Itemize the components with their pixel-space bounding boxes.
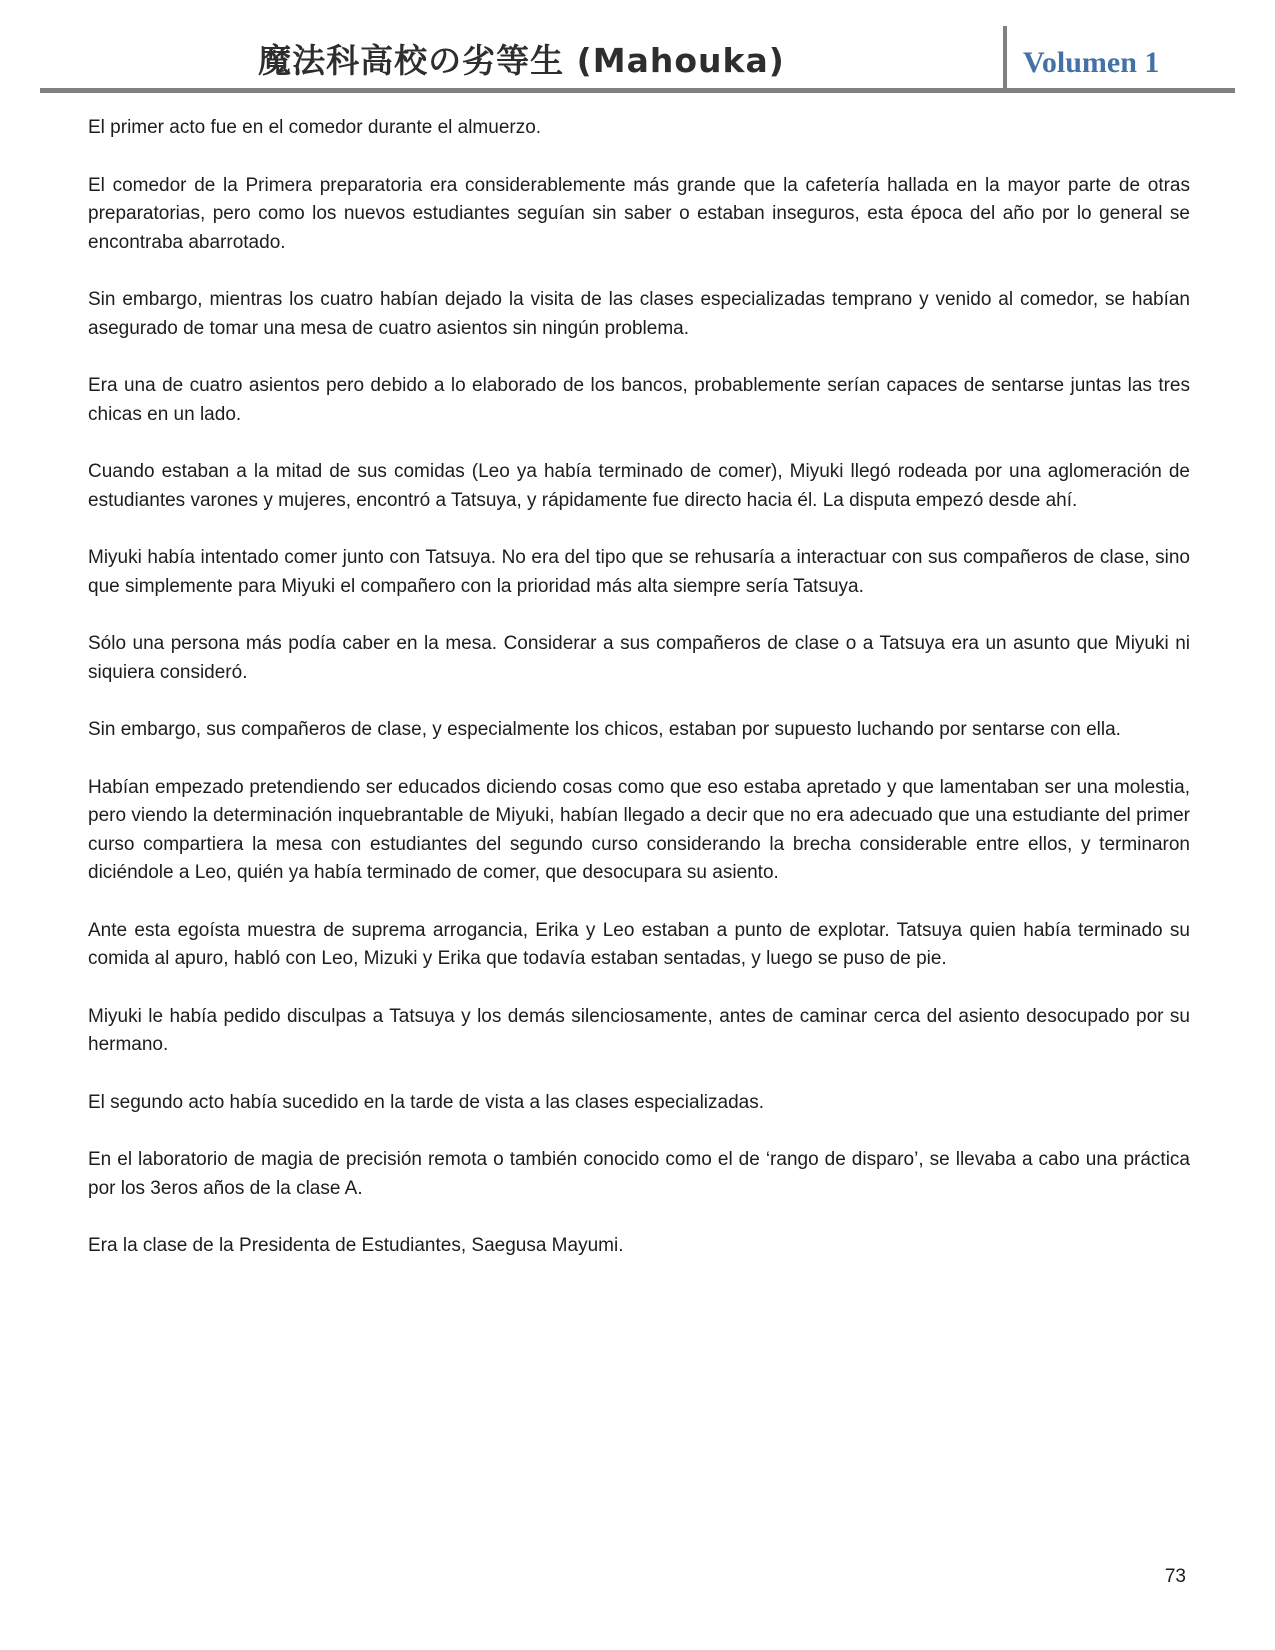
paragraph: El segundo acto había sucedido en la tarde de vista a las clases especializadas. [88,1091,764,1113]
page-header [40,0,1235,88]
page-number: 73 [1164,1566,1186,1587]
paragraph: Era la clase de la Presidenta de Estudiantes, Saegusa Mayumi. [88,1235,624,1256]
paragraph: Ante esta egoísta muestra de suprema arrogancia, Erika y Leo estaban a punto de explotar. Tatsuya quien había terminado su comida al apuro, habló con Leo, Mizuki y Erika que todavía estaban sentadas, y luego se puso de pie. [88,919,1190,969]
paragraph: Era una de cuatro asientos pero debido a lo elaborado de los bancos, probablemente serían capaces de sentarse juntas las tres chicas en un lado. [88,375,1190,425]
header-title-cell [40,0,1003,88]
paragraph: Sin embargo, mientras los cuatro habían dejado la visita de las clases especializadas temprano y venido al comedor, se habían asegurado de tomar una mesa de cuatro asientos sin ningún problema. [88,289,1190,339]
paragraph: En el laboratorio de magia de precisión remota o también conocido como el de ‘rango de disparo’, se llevaba a cabo una práctica por los 3eros años de la clase A. [88,1149,1190,1199]
paragraph: Miyuki le había pedido disculpas a Tatsuya y los demás silenciosamente, antes de caminar cerca del asiento desocupado por su hermano. [88,1005,1190,1055]
document-title: 魔法科高校の劣等生 (Mahouka) [258,41,785,80]
paragraph: Cuando estaban a la mitad de sus comidas (Leo ya había terminado de comer), Miyuki llegó rodeada por una aglomeración de estudiantes varones y mujeres, encontró a Tatsuya, y rápidamente fue directo hacia él. La disputa empezó desde ahí. [88,461,1190,511]
volume-label: Volumen 1 [1023,46,1160,79]
body-text [88,114,1190,1261]
paragraph: Sólo una persona más podía caber en la mesa. Considerar a sus compañeros de clase o a Tatsuya era un asunto que Miyuki ni siquiera consideró. [88,633,1190,683]
paragraph: Miyuki había intentado comer junto con Tatsuya. No era del tipo que se rehusaría a interactuar con sus compañeros de clase, sino que simplemente para Miyuki el compañero con la prioridad más alta siempre sería Tatsuya. [88,547,1190,597]
paragraph: El primer acto fue en el comedor durante el almuerzo. [88,117,542,138]
paragraph: Sin embargo, sus compañeros de clase, y especialmente los chicos, estaban por supuesto luchando por sentarse con ella. [88,719,1121,740]
header-volume-cell [1003,26,1235,88]
header-rule [40,88,1235,93]
paragraph: El comedor de la Primera preparatoria era considerablemente más grande que la cafetería hallada en la mayor parte de otras preparatorias, pero como los nuevos estudiantes seguían sin saber o estaban inseguros, esta época del año por lo general se encontraba abarrotado. [88,174,1190,253]
paragraph: Habían empezado pretendiendo ser educados diciendo cosas como que eso estaba apretado y que lamentaban ser una molestia, pero viendo la determinación inquebrantable de Miyuki, habían llegado a decir que no era adecuado que una estudiante del primer curso compartiera la mesa con estudiantes del segundo curso considerando la brecha considerable entre ellos, y terminaron diciéndole a Leo, quién ya había terminado de comer, que desocupara su asiento. [88,776,1190,883]
